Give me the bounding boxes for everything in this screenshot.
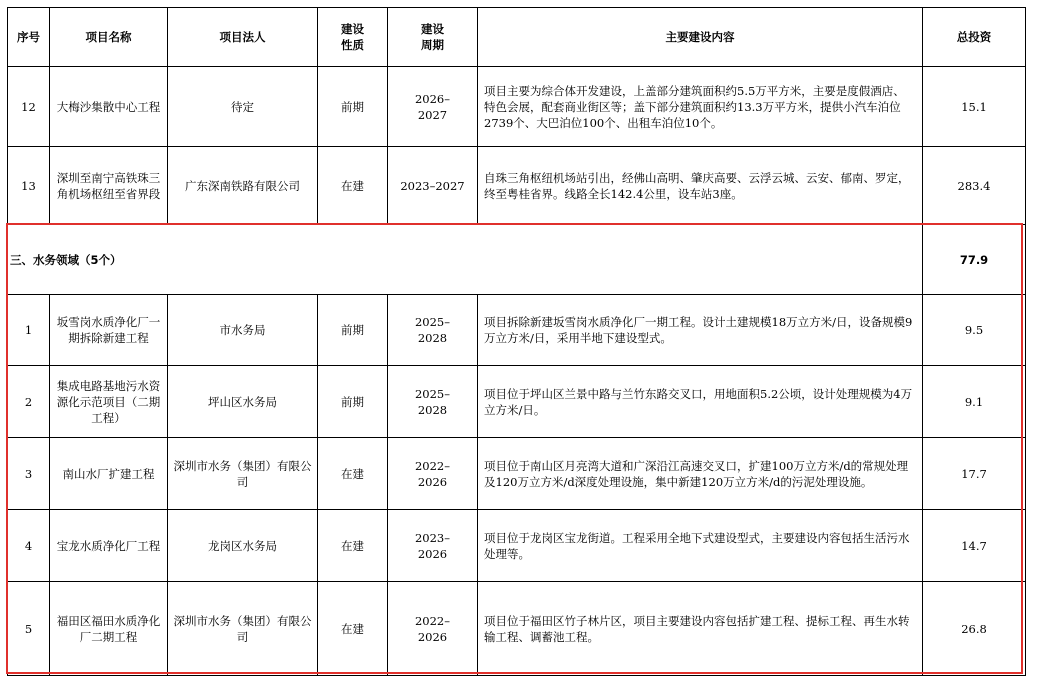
- cell-period: 2025– 2028: [388, 366, 478, 438]
- header-name: 项目名称: [50, 8, 168, 67]
- cell-investment: 26.8: [923, 582, 1026, 676]
- cell-investment: 9.1: [923, 366, 1026, 438]
- cell-seq: 12: [8, 67, 50, 147]
- cell-period: 2026– 2027: [388, 67, 478, 147]
- cell-owner: 坪山区水务局: [168, 366, 318, 438]
- cell-owner: 深圳市水务（集团）有限公司: [168, 438, 318, 510]
- cell-nature: 前期: [318, 366, 388, 438]
- cell-period: 2022– 2026: [388, 582, 478, 676]
- header-content: 主要建设内容: [478, 8, 923, 67]
- cell-nature: 在建: [318, 582, 388, 676]
- cell-name: 宝龙水质净化厂工程: [50, 510, 168, 582]
- cell-owner: 待定: [168, 67, 318, 147]
- cell-nature: 前期: [318, 67, 388, 147]
- cell-seq: 1: [8, 295, 50, 366]
- cell-name: 福田区福田水质净化厂二期工程: [50, 582, 168, 676]
- cell-name: 南山水厂扩建工程: [50, 438, 168, 510]
- cell-owner: 广东深南铁路有限公司: [168, 147, 318, 225]
- table-row: [8, 295, 1026, 366]
- cell-period: 2025– 2028: [388, 295, 478, 366]
- cell-name: 大梅沙集散中心工程: [50, 67, 168, 147]
- header-investment: 总投资: [923, 8, 1026, 67]
- cell-seq: 13: [8, 147, 50, 225]
- cell-content: 自珠三角枢纽机场站引出，经佛山高明、肇庆高要、云浮云城、云安、郁南、罗定，终至粤桂省界。线路全长142.4公里，设车站3座。: [478, 147, 923, 225]
- table-row: [8, 147, 1026, 225]
- cell-content: 项目主要为综合体开发建设，上盖部分建筑面积约5.5万平方米，主要是度假酒店、特色会展，配套商业街区等；盖下部分建筑面积约13.3万平方米，提供小汽车泊位2739个、大巴泊位100个、出租车泊位10个。: [478, 67, 923, 147]
- cell-investment: 17.7: [923, 438, 1026, 510]
- table-row: [8, 438, 1026, 510]
- header-seq: 序号: [8, 8, 50, 67]
- cell-seq: 4: [8, 510, 50, 582]
- table-header-row: [8, 8, 1026, 67]
- cell-period: 2023– 2026: [388, 510, 478, 582]
- cell-content: 项目拆除新建坂雪岗水质净化厂一期工程。设计土建规模18万立方米/日，设备规模9万立方米/日，采用半地下建设型式。: [478, 295, 923, 366]
- cell-content: 项目位于福田区竹子林片区，项目主要建设内容包括扩建工程、提标工程、再生水转输工程、调蓄池工程。: [478, 582, 923, 676]
- table-row: [8, 510, 1026, 582]
- cell-period: 2022– 2026: [388, 438, 478, 510]
- cell-content: 项目位于南山区月亮湾大道和广深沿江高速交叉口，扩建100万立方米/d的常规处理及120万立方米/d深度处理设施，集中新建120万立方米/d的污泥处理设施。: [478, 438, 923, 510]
- cell-name: 集成电路基地污水资源化示范项目（二期工程）: [50, 366, 168, 438]
- cell-name: 坂雪岗水质净化厂一期拆除新建工程: [50, 295, 168, 366]
- cell-nature: 在建: [318, 147, 388, 225]
- cell-owner: 龙岗区水务局: [168, 510, 318, 582]
- cell-investment: 14.7: [923, 510, 1026, 582]
- cell-nature: 前期: [318, 295, 388, 366]
- header-owner: 项目法人: [168, 8, 318, 67]
- cell-owner: 深圳市水务（集团）有限公司: [168, 582, 318, 676]
- cell-seq: 5: [8, 582, 50, 676]
- cell-content: 项目位于坪山区兰景中路与兰竹东路交叉口，用地面积5.2公顷，设计处理规模为4万立方米/日。: [478, 366, 923, 438]
- cell-nature: 在建: [318, 510, 388, 582]
- cell-investment: 15.1: [923, 67, 1026, 147]
- section-row: [8, 225, 1026, 295]
- section-label: 三、水务领域（5个）: [8, 225, 923, 295]
- cell-investment: 283.4: [923, 147, 1026, 225]
- table-row: [8, 67, 1026, 147]
- table-row: [8, 582, 1026, 676]
- project-table: [7, 7, 1026, 676]
- section-total: 77.9: [923, 225, 1026, 295]
- header-period: 建设 周期: [388, 8, 478, 67]
- cell-seq: 3: [8, 438, 50, 510]
- header-nature: 建设 性质: [318, 8, 388, 67]
- cell-name: 深圳至南宁高铁珠三角机场枢纽至省界段: [50, 147, 168, 225]
- cell-investment: 9.5: [923, 295, 1026, 366]
- cell-nature: 在建: [318, 438, 388, 510]
- table-row: [8, 366, 1026, 438]
- cell-period: 2023–2027: [388, 147, 478, 225]
- cell-content: 项目位于龙岗区宝龙街道。工程采用全地下式建设型式，主要建设内容包括生活污水处理等。: [478, 510, 923, 582]
- cell-owner: 市水务局: [168, 295, 318, 366]
- cell-seq: 2: [8, 366, 50, 438]
